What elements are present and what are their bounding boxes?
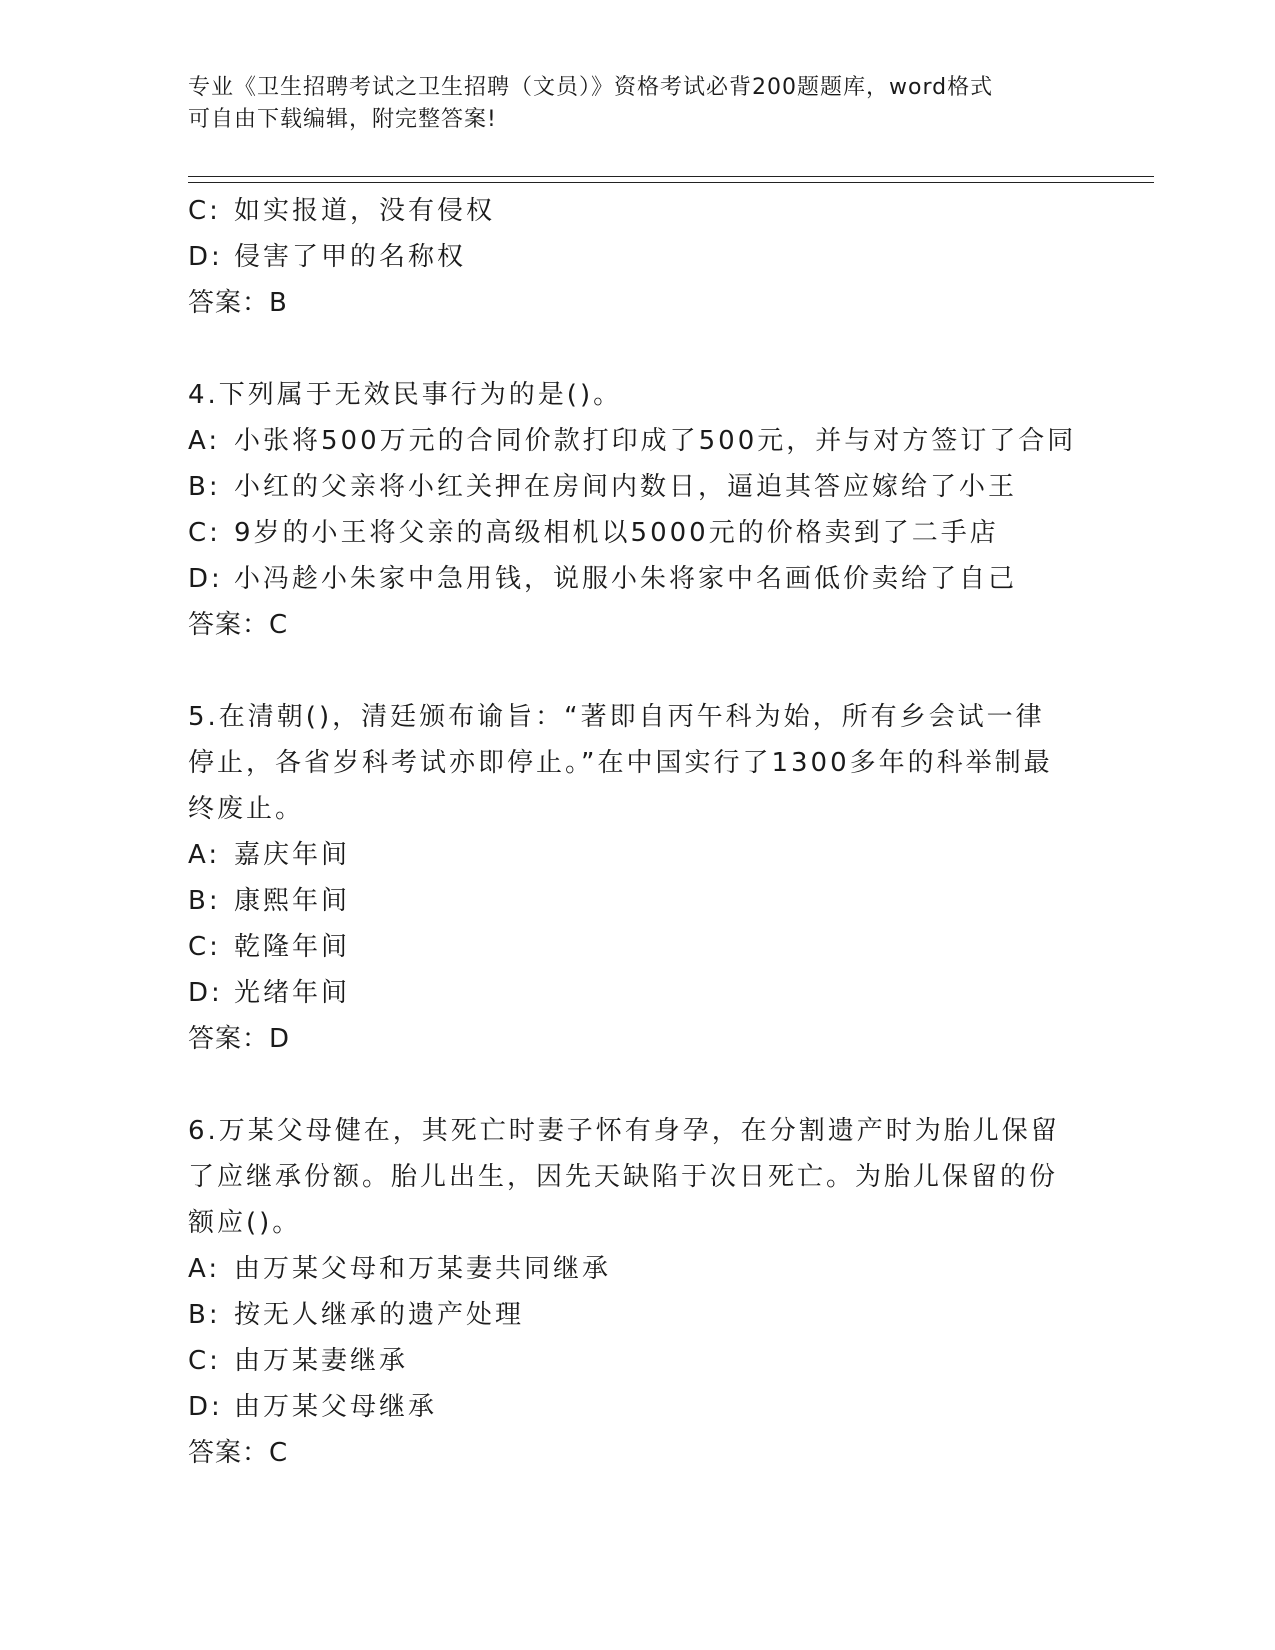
option-text: 乾隆年间 [234, 932, 351, 962]
option-text: 小冯趁小朱家中急用钱，说服小朱将家中名画低价卖给了自己 [234, 564, 1018, 594]
header-divider-top [188, 176, 1154, 177]
question-list [188, 188, 1088, 1476]
option-text: 康熙年间 [234, 886, 351, 916]
answer-line: 答案：C [188, 610, 289, 640]
option-label: D: [188, 564, 223, 594]
option-text: 光绪年间 [234, 978, 351, 1008]
option-b [188, 878, 1088, 924]
question-stem-line-3: 终废止。 [188, 794, 305, 824]
question-4 [188, 372, 1088, 648]
question-stem-line-3: 额应()。 [188, 1208, 302, 1238]
spacer [188, 1062, 1088, 1108]
spacer [188, 648, 1088, 694]
option-label: A: [188, 1254, 221, 1284]
option-text: 小红的父亲将小红关押在房间内数日，逼迫其答应嫁给了小王 [234, 472, 1018, 502]
option-label: D: [188, 1392, 223, 1422]
answer-line: 答案：D [188, 1024, 291, 1054]
option-b [188, 1292, 1088, 1338]
option-text: 小张将500万元的合同价款打印成了500元，并与对方签订了合同 [234, 426, 1077, 456]
question-3-continued [188, 188, 1088, 326]
spacer [188, 326, 1088, 372]
option-d [188, 1384, 1088, 1430]
answer-line: 答案：C [188, 1438, 289, 1468]
question-5 [188, 694, 1088, 1062]
option-c [188, 1338, 1088, 1384]
option-c [188, 510, 1088, 556]
option-text: 侵害了甲的名称权 [234, 242, 467, 272]
option-label: D: [188, 242, 223, 272]
option-text: 按无人继承的遗产处理 [234, 1300, 525, 1330]
option-text: 由万某父母继承 [234, 1392, 438, 1422]
option-label: A: [188, 426, 221, 456]
option-a [188, 418, 1088, 464]
option-text: 由万某妻继承 [234, 1346, 409, 1376]
option-label: C: [188, 196, 221, 226]
option-text: 如实报道，没有侵权 [234, 196, 496, 226]
option-a [188, 832, 1088, 878]
option-c [188, 188, 1088, 234]
option-label: A: [188, 840, 221, 870]
option-text: 9岁的小王将父亲的高级相机以5000元的价格卖到了二手店 [234, 518, 999, 548]
option-text: 嘉庆年间 [234, 840, 351, 870]
option-label: D: [188, 978, 223, 1008]
question-6 [188, 1108, 1088, 1476]
option-label: C: [188, 932, 221, 962]
option-label: B: [188, 1300, 221, 1330]
question-stem-line-2: 停止，各省岁科考试亦即停止。”在中国实行了1300多年的科举制最 [188, 748, 1053, 778]
question-stem-line-1: 6.万某父母健在，其死亡时妻子怀有身孕，在分割遗产时为胎儿保留 [188, 1116, 1060, 1146]
option-label: B: [188, 472, 221, 502]
option-a [188, 1246, 1088, 1292]
document-header [188, 72, 1068, 136]
answer-line: 答案：B [188, 288, 288, 318]
option-d [188, 556, 1088, 602]
option-d [188, 970, 1088, 1016]
question-stem-line-1: 5.在清朝()，清廷颁布谕旨：“著即自丙午科为始，所有乡会试一律 [188, 702, 1045, 732]
header-title-line-1: 专业《卫生招聘考试之卫生招聘（文员）》资格考试必背200题题库，word格式 [188, 75, 994, 100]
option-text: 由万某父母和万某妻共同继承 [234, 1254, 612, 1284]
question-stem: 4.下列属于无效民事行为的是()。 [188, 380, 623, 410]
option-label: C: [188, 1346, 221, 1376]
question-stem-line-2: 了应继承份额。胎儿出生，因先天缺陷于次日死亡。为胎儿保留的份 [188, 1162, 1059, 1192]
option-c [188, 924, 1088, 970]
option-label: B: [188, 886, 221, 916]
option-d [188, 234, 1088, 280]
option-b [188, 464, 1088, 510]
header-divider-bottom [188, 182, 1154, 183]
header-title-line-2: 可自由下载编辑，附完整答案! [188, 107, 497, 132]
option-label: C: [188, 518, 221, 548]
